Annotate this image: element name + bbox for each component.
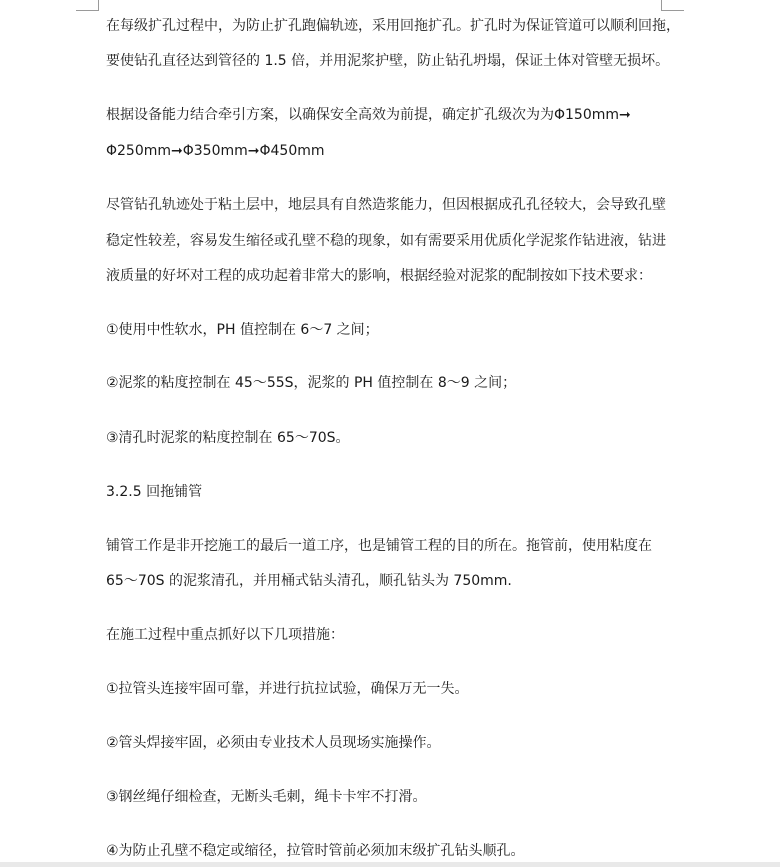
margin-corner-mark-left	[76, 0, 99, 11]
list-item: ①拉管头连接牢固可靠，并进行抗拉试验，确保万无一失。	[106, 681, 469, 697]
margin-corner-mark-right	[661, 0, 684, 11]
paragraph-line: 根据设备能力结合牵引方案，以确保安全高效为前提，确定扩孔级次为为Φ150mm➞	[106, 107, 631, 123]
section-heading: 3.2.5 回拖铺管	[106, 484, 203, 500]
list-item: ②泥浆的粘度控制在 45～55S，泥浆的 PH 值控制在 8～9 之间；	[106, 375, 517, 391]
paragraph-line: 铺管工作是非开挖施工的最后一道工序，也是铺管工程的目的所在。拖管前，使用粘度在	[106, 538, 652, 554]
list-item: ③钢丝绳仔细检查，无断头毛刺，绳卡卡牢不打滑。	[106, 789, 427, 805]
paragraph-line: Φ250mm➞Φ350mm➞Φ450mm	[106, 143, 325, 159]
list-item: ②管头焊接牢固，必须由专业技术人员现场实施操作。	[106, 735, 441, 751]
paragraph-line: 液质量的好坏对工程的成功起着非常大的影响，根据经验对泥浆的配制按如下技术要求：	[106, 268, 652, 284]
paragraph-line: 65～70S 的泥浆清孔，并用桶式钻头清孔，顺孔钻头为 750mm.	[106, 573, 512, 589]
paragraph-line: 在施工过程中重点抓好以下几项措施：	[106, 627, 344, 643]
list-item: ④为防止孔壁不稳定或缩径，拉管时管前必须加末级扩孔钻头顺孔。	[106, 843, 525, 859]
list-item: ③清孔时泥浆的粘度控制在 65～70S。	[106, 430, 350, 446]
paragraph-line: 在每级扩孔过程中，为防止扩孔跑偏轨迹，采用回拖扩孔。扩孔时为保证管道可以顺利回拖，	[106, 18, 680, 34]
paragraph-line: 要使钻孔直径达到管径的 1.5 倍，并用泥浆护壁，防止钻孔坍塌，保证土体对管壁无损坏。	[106, 53, 670, 69]
page-bottom-edge	[0, 862, 780, 867]
list-item: ①使用中性软水，PH 值控制在 6～7 之间；	[106, 322, 379, 338]
paragraph-line: 稳定性较差，容易发生缩径或孔壁不稳的现象，如有需要采用优质化学泥浆作钻进液，钻进	[106, 233, 666, 249]
paragraph-line: 尽管钻孔轨迹处于粘土层中，地层具有自然造浆能力，但因根据成孔孔径较大，会导致孔壁	[106, 197, 666, 213]
